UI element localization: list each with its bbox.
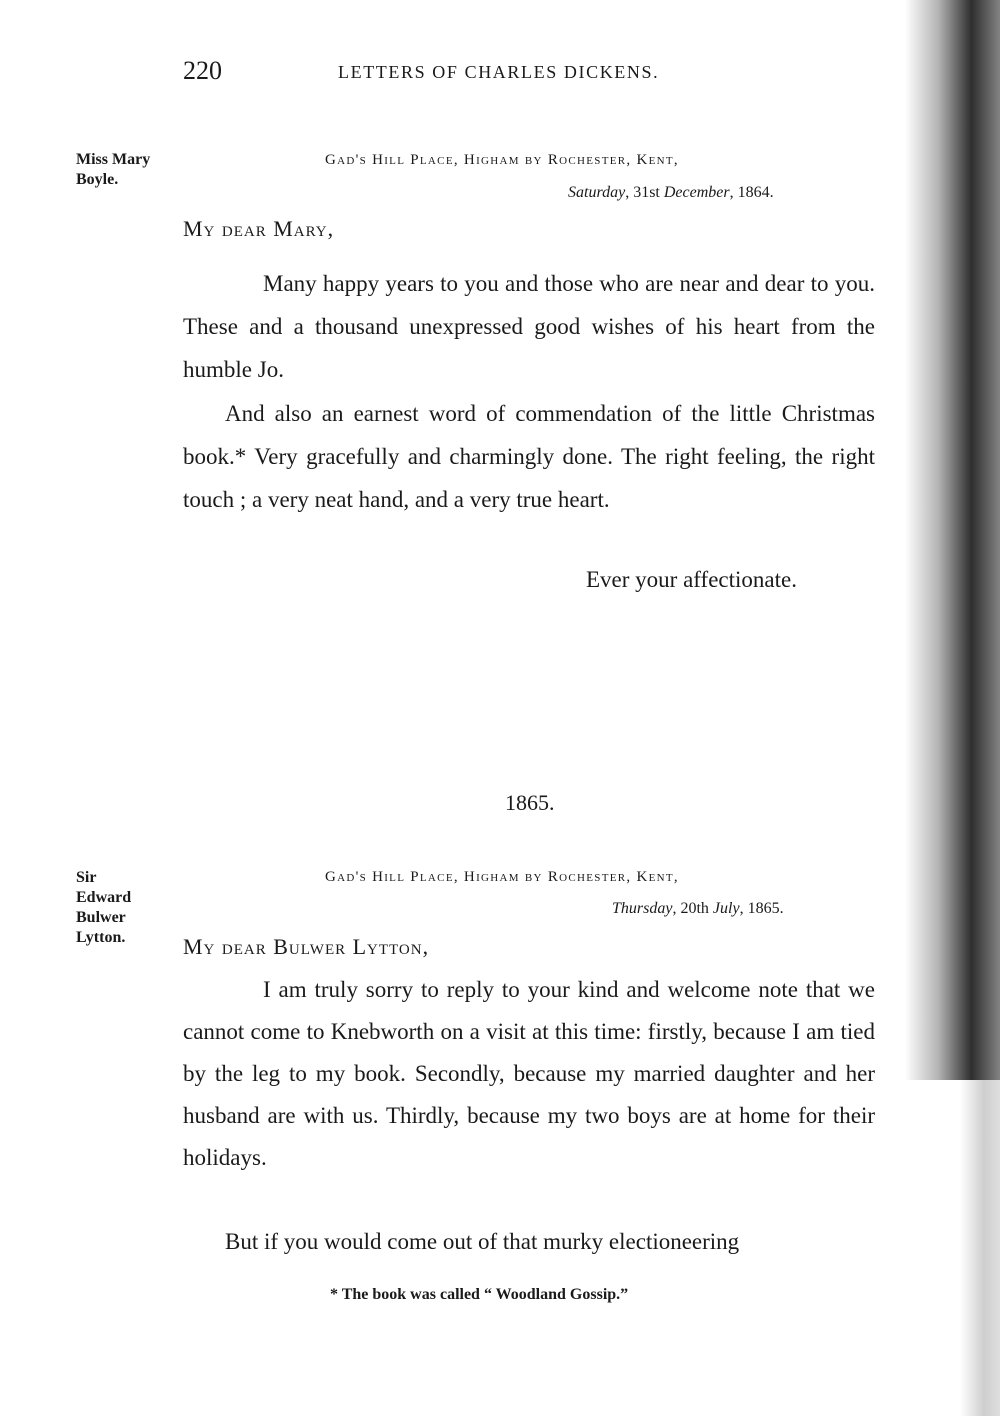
binding-shadow-lower (960, 1080, 1000, 1416)
letter1-paragraph (183, 262, 875, 391)
letter1-paragraph (183, 392, 875, 521)
letter2-date-mid: , 20th (672, 900, 713, 917)
year-heading: 1865. (505, 790, 555, 815)
letter1-paragraph-text: And also an earnest word of commendation of the little Christmas book.* Very gracefully and charmingly done. The right feeling, the right touch ; a very neat hand, and a very true heart. (183, 401, 875, 512)
letter2-date (612, 900, 784, 918)
letter2-recipient-line: Edward (76, 889, 132, 906)
letter1-date-year: , 1864. (729, 184, 774, 201)
letter2-address: Gad's Hill Place, Higham by Rochester, Kent, (325, 869, 679, 885)
letter2-recipient-line: Lytton. (76, 929, 126, 946)
letter2-salutation: My dear Bulwer Lytton, (183, 934, 430, 959)
letter1-paragraph-text: Many happy years to you and those who are near and dear to you. These and a thousand unexpressed good wishes of his heart from the humble Jo. (183, 271, 875, 382)
letter2-date-month: July (712, 900, 740, 917)
letter1-address: Gad's Hill Place, Higham by Rochester, Kent, (325, 152, 679, 168)
letter2-paragraph-text: I am truly sorry to reply to your kind and welcome note that we cannot come to Knebworth on a visit at this time: firstly, because I am tied by the leg to my book. Secondly, because my married daughter and her husband are with us. Thirdly, because my two boys are at home for their holidays. (183, 977, 875, 1170)
letter1-date-month: December (663, 184, 730, 201)
letter1-date (568, 184, 774, 202)
letter2-recipient-note (76, 868, 131, 948)
letter1-recipient-line: Miss Mary (76, 151, 151, 168)
letter2-recipient-line: Bulwer (76, 909, 126, 926)
letter2-paragraph (183, 1220, 875, 1263)
letter1-recipient-note (76, 150, 150, 190)
page-number: 220 (183, 56, 222, 85)
letter1-date-day: Saturday (568, 184, 626, 201)
letter1-closing: Ever your affectionate. (586, 567, 797, 592)
letter2-paragraph-text: But if you would come out of that murky electioneering (225, 1229, 740, 1254)
letter1-salutation: My dear Mary, (183, 216, 335, 241)
running-title: LETTERS OF CHARLES DICKENS. (338, 62, 660, 82)
binding-shadow (905, 0, 1000, 1080)
letter1-date-mid: , 31st (625, 184, 664, 201)
letter2-recipient-line: Sir (76, 869, 97, 886)
letter1-recipient-line: Boyle. (76, 171, 119, 188)
letter2-paragraph (183, 969, 875, 1179)
footnote: * The book was called “ Woodland Gossip.” (330, 1286, 629, 1303)
letter2-date-day: Thursday (612, 900, 673, 917)
letter2-date-year: , 1865. (739, 900, 784, 917)
